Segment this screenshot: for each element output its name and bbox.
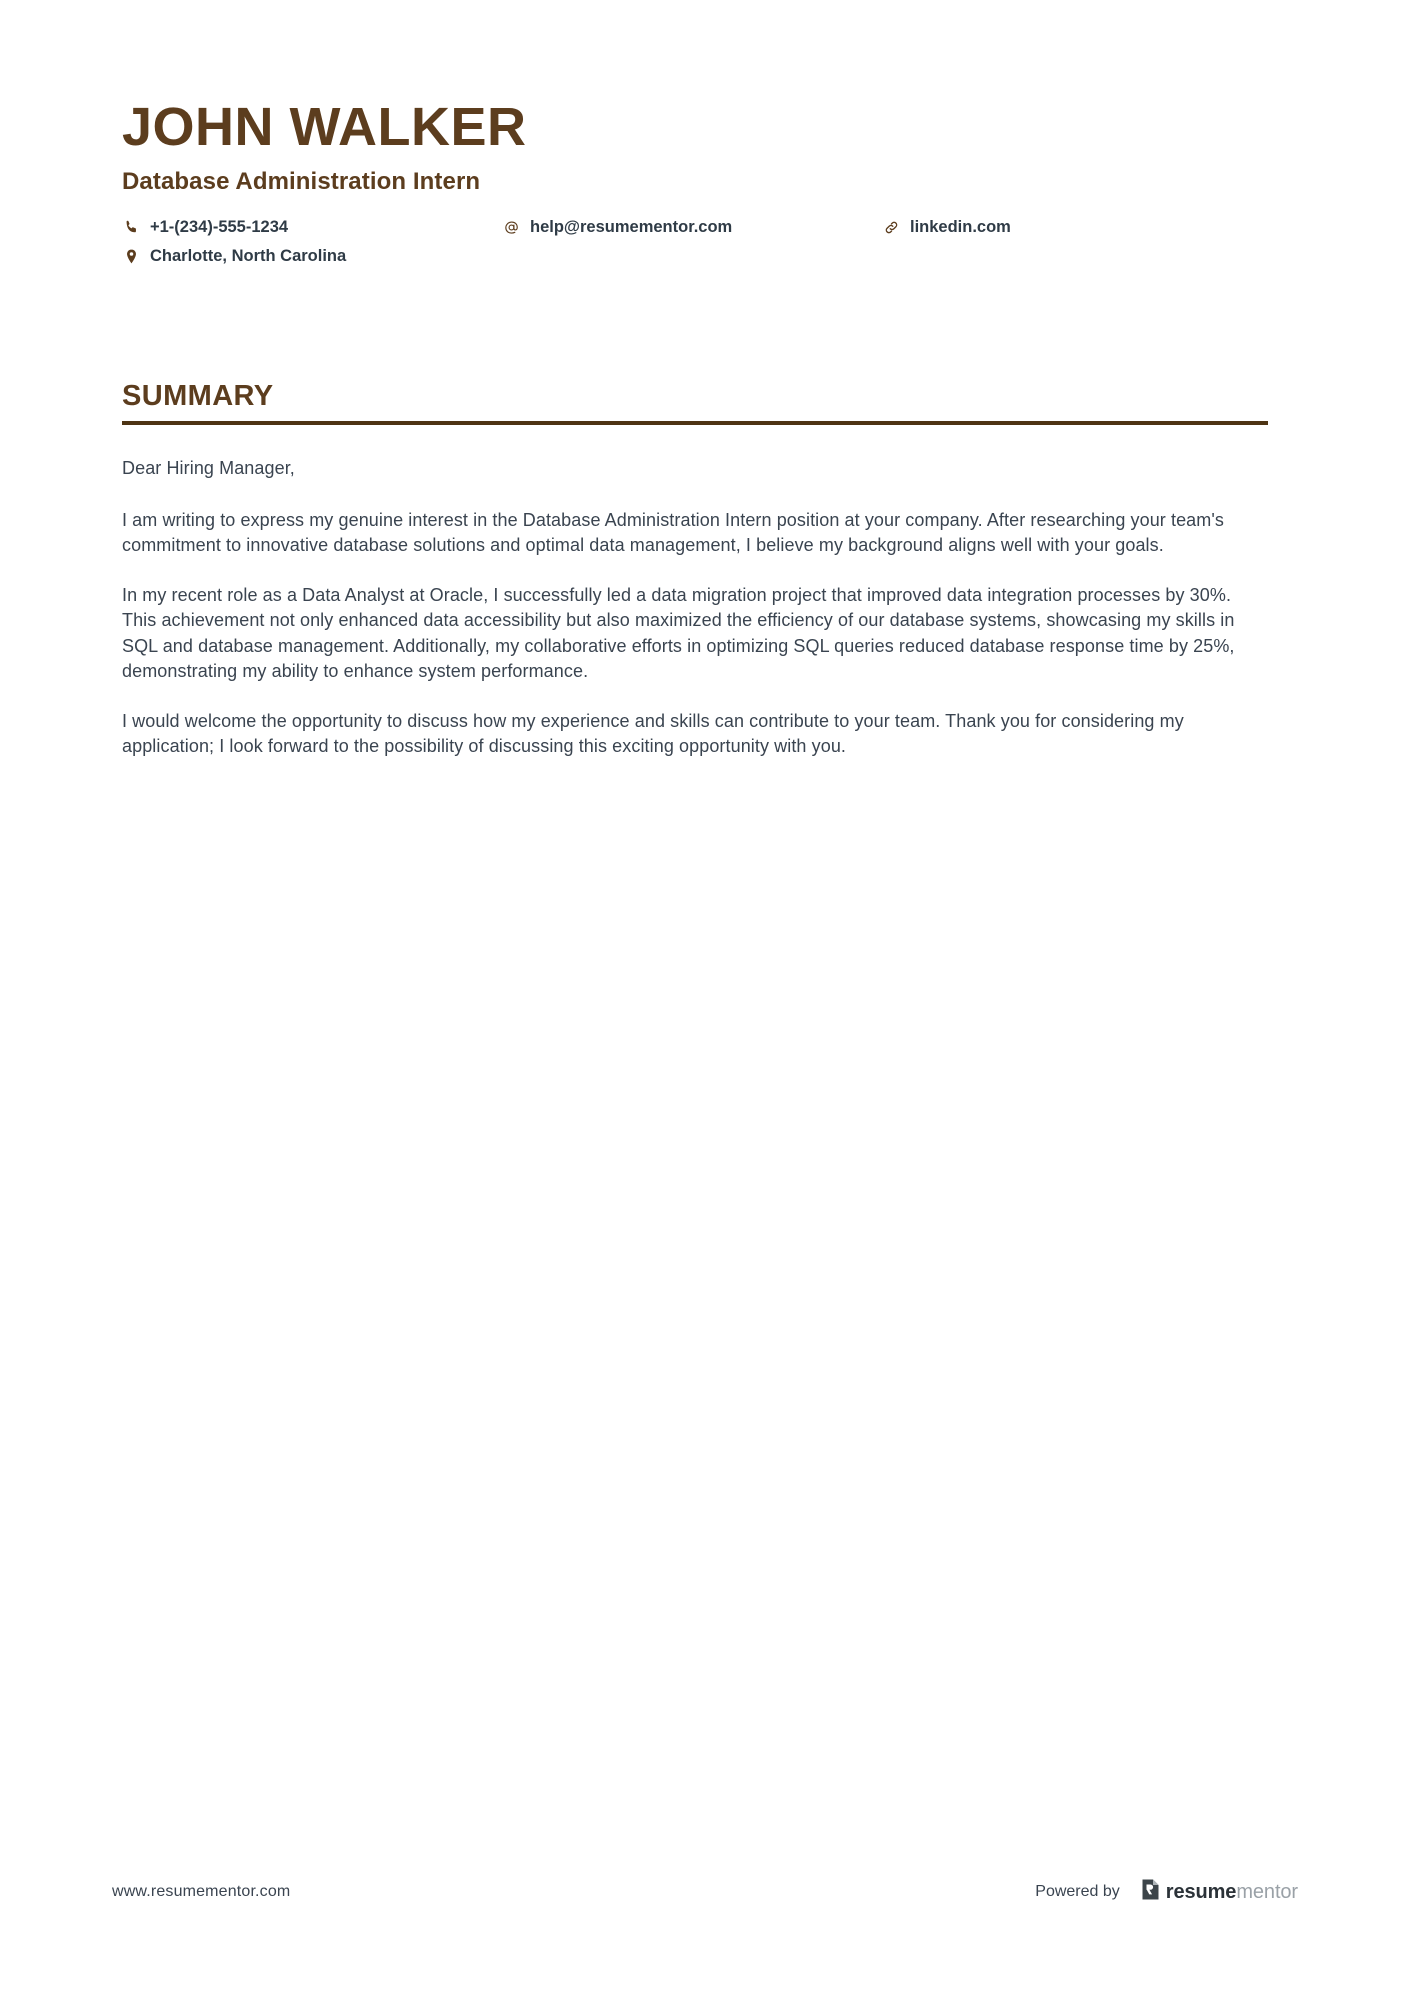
powered-by-label: Powered by	[1035, 1883, 1120, 1900]
document-fold-icon	[1142, 1879, 1159, 1905]
link-icon	[882, 218, 901, 237]
contact-location	[122, 247, 502, 266]
salutation: Dear Hiring Manager,	[122, 458, 295, 478]
contact-phone[interactable]	[122, 218, 502, 237]
contact-details	[122, 218, 1222, 266]
resumementor-logo[interactable]	[1142, 1879, 1298, 1905]
contact-email[interactable]	[502, 218, 882, 237]
contact-email-label: help@resumementor.com	[530, 218, 733, 236]
contact-row	[122, 247, 1222, 266]
footer	[112, 1875, 1298, 1909]
header	[122, 97, 1268, 276]
brand-name-strong: resume	[1165, 1881, 1237, 1903]
phone-icon	[122, 218, 141, 237]
brand-wordmark	[1166, 1882, 1298, 1902]
at-email-icon	[502, 218, 521, 237]
footer-branding	[1035, 1879, 1298, 1905]
section-title: SUMMARY	[122, 380, 274, 412]
section-summary	[122, 380, 1268, 760]
section-divider	[122, 421, 1268, 425]
footer-website-url[interactable]: www.resumementor.com	[112, 1883, 291, 1900]
job-title: Database Administration Intern	[122, 168, 481, 195]
location-pin-icon	[122, 247, 141, 266]
cover-letter-paragraph: In my recent role as a Data Analyst at Oracle, I successfully led a data migration project that improved data integration processes by 30%. This achievement not only enhanced data accessibility but also maximized the efficiency of our database systems, showcasing my skills in SQL and database management. Additionally, my collaborative efforts in optimizing SQL queries reduced database response time by 25%, demonstrating my ability to enhance system performance.	[122, 584, 1235, 681]
cover-letter-paragraph: I am writing to express my genuine interest in the Database Administration Intern position at your company. After researching your team's commitment to innovative database solutions and optimal data management, I believe my background aligns well with your goals.	[122, 509, 1224, 555]
page-title: JOHN WALKER	[122, 97, 527, 157]
contact-linkedin[interactable]	[882, 218, 1212, 237]
contact-row	[122, 218, 1222, 237]
brand-name-light: mentor	[1236, 1881, 1298, 1903]
contact-linkedin-label: linkedin.com	[910, 218, 1011, 236]
contact-phone-label: +1-(234)-555-1234	[150, 218, 289, 236]
contact-location-label: Charlotte, North Carolina	[150, 247, 347, 265]
cover-letter-paragraph: I would welcome the opportunity to discuss how my experience and skills can contribute to your team. Thank you for considering my application; I look forward to the possibility of discussing this exciting opportunity with you.	[122, 710, 1184, 756]
